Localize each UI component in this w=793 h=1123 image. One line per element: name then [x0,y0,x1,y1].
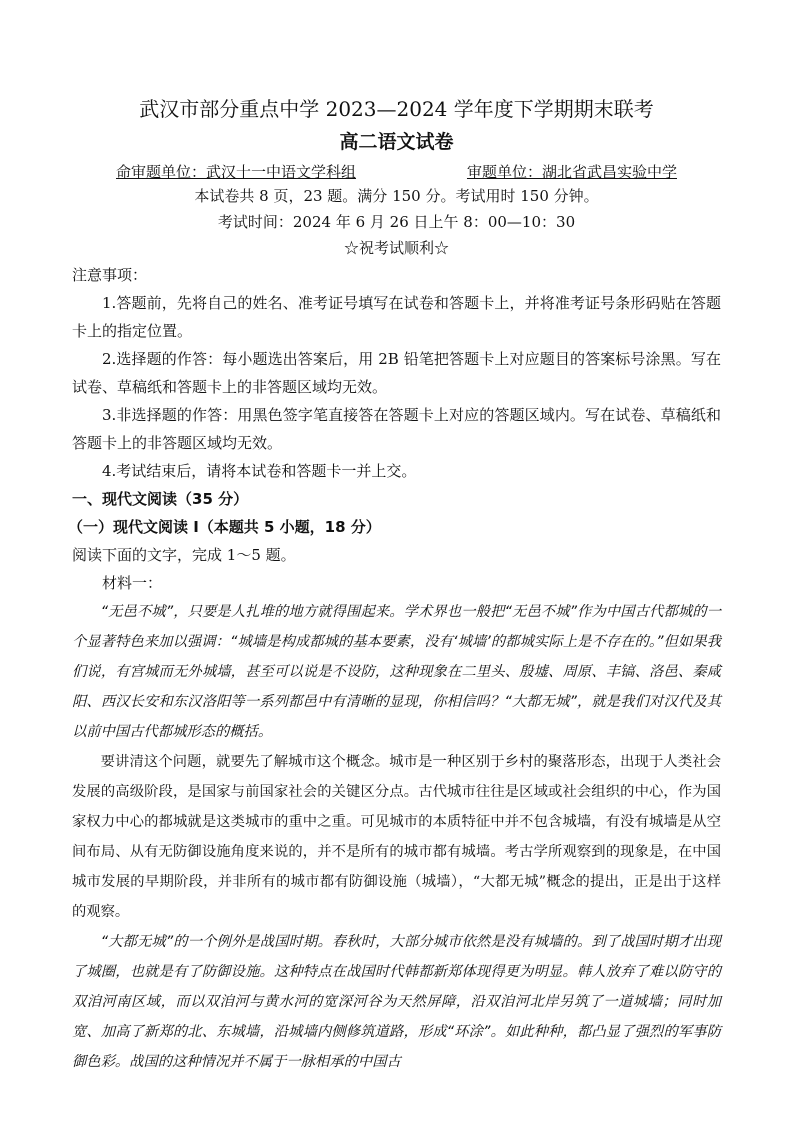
material-paragraph: 要讲清这个问题，就要先了解城市这个概念。城市是一种区别于乡村的聚落形态，出现于人类社会发展的高级阶段，是国家与前国家社会的关键区分点。古代城市往往是区域或社会组织的中心，作为国家权力中心的都城就是这类城市的重中之重。可见城市的本质特征中并不包含城墙，有没有城墙是从空间布局、从有无防御设施角度来说的，并不是所有的城市都有城墙。考古学所观察到的现象是，在中国城市发展的早期阶段，并非所有的城市都有防御设施（城墙），“大都无城”概念的提出，正是出于这样的观察。 [72,754,721,920]
exam-wish: ☆祝考试顺利☆ [343,239,449,257]
exam-time: 考试时间：2024 年 6 月 26 日上午 8：00—10：30 [217,213,576,231]
subsection-heading: （一）现代文阅读 I（本题共 5 小题，18 分） [68,518,381,536]
notice-item: 4.考试结束后，请将本试卷和答题卡一并上交。 [102,462,417,480]
notice-item: 1.答题前，先将自己的姓名、准考证号填写在试卷和答题卡上，并将准考证号条形码贴在答题卡上的指定位置。 [72,294,721,340]
notice-item: 3.非选择题的作答：用黑色签字笔直接答在答题卡上对应的答题区域内。写在试卷、草稿纸和答题卡上的非答题区域均无效。 [72,406,721,452]
reviewer-unit: 审题单位：湖北省武昌实验中学 [466,163,677,181]
reading-instruction: 阅读下面的文字，完成 1～5 题。 [72,546,296,564]
exam-info: 本试卷共 8 页，23 题。满分 150 分。考试用时 150 分钟。 [194,187,599,205]
material-paragraph: “大都无城”的一个例外是战国时期。春秋时，大部分城市依然是没有城墙的。到了战国时期才出现了城圈，也就是有了防御设施。这种特点在战国时代韩都新郑体现得更为明显。韩人放弃了难以防守的双洎河南区域，而以双洎河与黄水河的宽深河谷为天然屏障，沿双洎河北岸另筑了一道城墙；同时加宽、加高了新郑的北、东城墙，沿城墙内侧修筑道路，形成“环涂”。如此种种，都凸显了强烈的军事防御色彩。战国的这种情况并不属于一脉相承的中国古 [72,934,721,1070]
proposer-unit: 命审题单位：武汉十一中语文学科组 [116,163,357,181]
exam-subtitle: 高二语文试卷 [339,131,454,153]
material-paragraph: “无邑不城”，只要是人扎堆的地方就得围起来。学术界也一般把“无邑不城”作为中国古代都城的一个显著特色来加以强调：“城墙是构成都城的基本要素，没有‘城墙’的都城实际上是不存在的。”但如果我们说，有宫城而无外城墙，甚至可以说是不设防，这种现象在二里头、殷墟、周原、丰镐、洛邑、秦咸阳、西汉长安和东汉洛阳等一系列都邑中有清晰的显现，你相信吗？“大都无城”，就是我们对汉代及其以前中国古代都城形态的概括。 [72,604,721,740]
material-label: 材料一： [102,574,163,592]
notice-section [72,261,721,485]
notice-item: 2.选择题的作答：每小题选出答案后，用 2B 铅笔把答题卡上对应题目的答案标号涂黑。写在试卷、草稿纸和答题卡上的非答题区域均无效。 [72,350,721,396]
exam-title: 武汉市部分重点中学 2023—2024 学年度下学期期末联考 [139,97,654,121]
unit-line [116,161,677,183]
section-heading: 一、现代文阅读（35 分） [72,490,249,508]
notice-heading: 注意事项： [72,266,148,284]
